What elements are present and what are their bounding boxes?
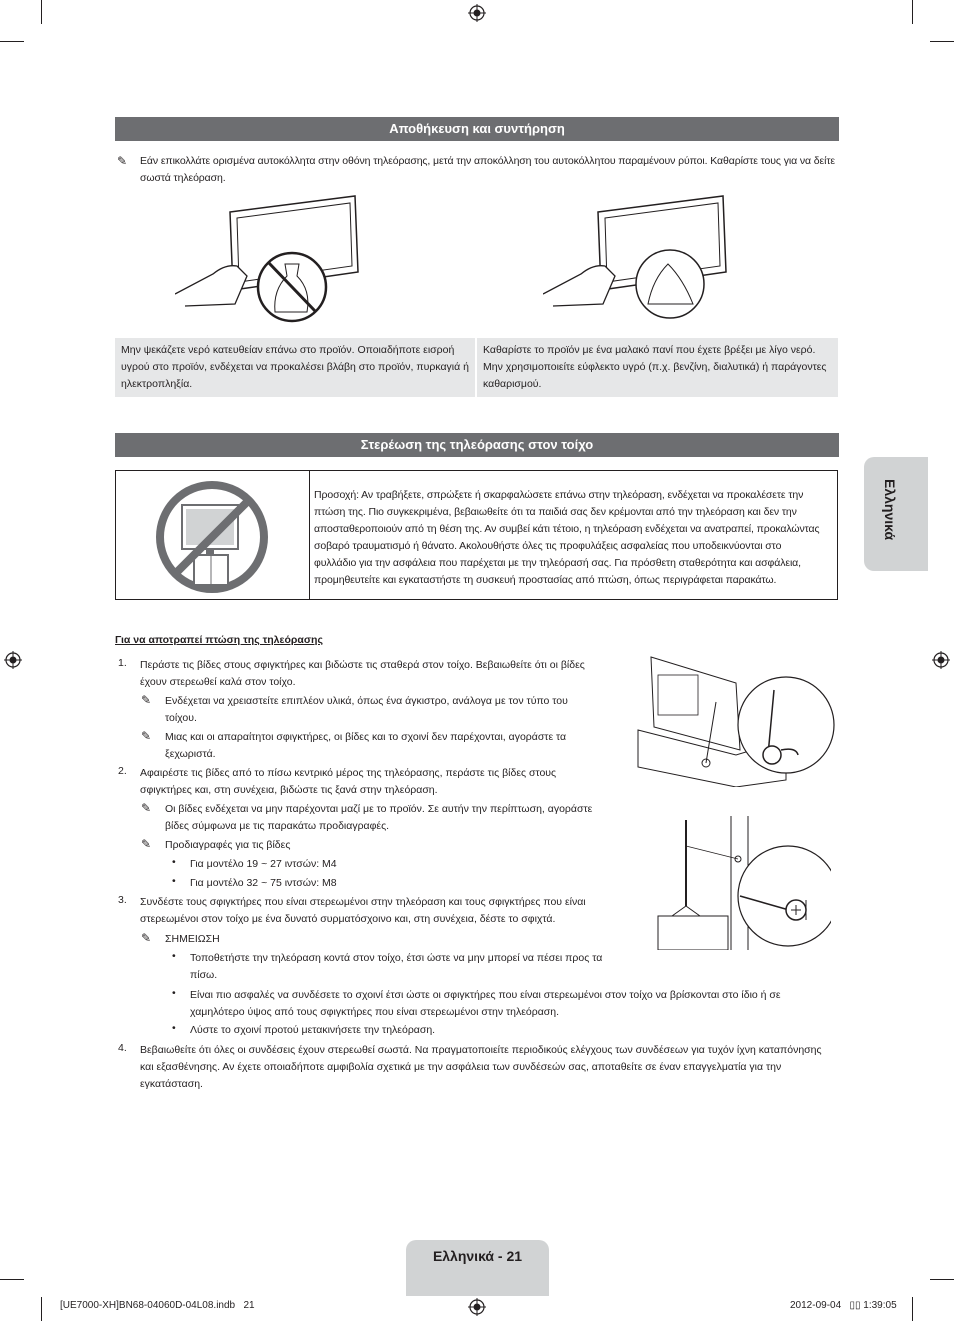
crop-mark — [41, 1297, 42, 1321]
step-3-text: Συνδέστε τους σφιγκτήρες που είναι στερεωμένοι στην τηλεόραση και τους σφιγκτήρες που είναι στερεωμένοι στον τοίχο με ένα δυνατό συρματόσχοινο και, στη συνέχεια, δέστε το σφιχτά. — [140, 896, 586, 925]
crop-mark — [41, 0, 42, 24]
registration-mark-icon — [468, 1298, 486, 1316]
step-4-text: Βεβαιωθείτε ότι όλες οι συνδέσεις έχουν στερεωθεί σωστά. Να πραγματοποιείτε περιοδικούς ελέγχους των συνδέσεων για τυχόν ίχνη καταπόνησης και εξασθένησης. Αν έχετε οποιαδήποτε αμφιβολία σχετικά με την ασφάλεια των συνδέσεών σας, αποταθείτε σε έναν επαγγελματία για την εγκατάσταση. — [140, 1044, 822, 1090]
step-number: 3. — [118, 894, 127, 906]
sticker-note: Εάν επικολλάτε ορισμένα αυτοκόλλητα στην οθόνη τηλεόρασης, μετά την αποκόλληση του αυτοκόλλητου παραμένουν ρύποι. Καθαρίστε τους για να δείτε σωστά τηλεόραση. — [140, 155, 835, 184]
crop-mark — [0, 41, 24, 42]
crop-mark — [930, 1279, 954, 1280]
footer-date-info: 2012-09-04 ▯▯ 1:39:05 — [790, 1300, 897, 1311]
page-number-label: Ελληνικά - 21 — [432, 1248, 523, 1264]
step-2-note-1: Οι βίδες ενδέχεται να μην παρέχονται μαζί με το προϊόν. Σε αυτήν την περίπτωση, αγοράστε βίδες σύμφωνα με τις παρακάτω προδιαγραφές. — [165, 803, 593, 832]
note-icon: ✎ — [141, 693, 152, 707]
step-1-text: Περάστε τις βίδες στους σφιγκτήρες και βιδώστε τις σταθερά στον τοίχο. Βεβαιωθείτε ότι οι βίδες έχουν στερεωθεί καλά στον τοίχο. — [140, 659, 585, 688]
wall-anchor-illustration — [656, 816, 831, 950]
registration-mark-icon — [4, 651, 22, 669]
crop-mark — [0, 1279, 24, 1280]
instruction-box-cloth: Καθαρίστε το προϊόν με ένα μαλακό πανί που έχετε βρέξει με λίγο νερό. Μην χρησιμοποιείτε εύφλεκτο υγρό (π.χ. βενζίνη, διαλυτικά) ή παράγοντες καθαρισμού. — [477, 338, 838, 397]
note-icon: ✎ — [117, 154, 128, 168]
footer-file-info: [UE7000-XH]BN68-04060D-04L08.indb 21 — [60, 1300, 255, 1311]
screw-spec-large: Για μοντέλο 32 ~ 75 ιντσών: M8 — [190, 877, 337, 889]
language-side-tab — [864, 457, 928, 571]
step-number: 2. — [118, 765, 127, 777]
spray-illustration-wrong — [175, 194, 365, 326]
step-3-note-label: ΣΗΜΕΙΩΣΗ — [165, 933, 220, 945]
section-title-wall-mount: Στερέωση της τηλεόρασης στον τοίχο — [115, 433, 839, 457]
step-3-bullet-1: Τοποθετήστε την τηλεόραση κοντά στον τοίχο, έτσι ώστε να μην μπορεί να πέσει προς τα πίσω. — [190, 952, 603, 981]
crop-mark — [912, 0, 913, 24]
step-1-note-1: Ενδέχεται να χρειαστείτε επιπλέον υλικά, όπως ένα άγκιστρο, ανάλογα με τον τύπο του τοίχου. — [165, 695, 568, 724]
caution-text: Προσοχή: Αν τραβήξετε, σπρώξετε ή σκαρφαλώσετε επάνω στην τηλεόραση, ενδέχεται να προκαλέσετε την πτώση της. Πιο συγκεκριμένα, βεβαιωθείτε ότι τα παιδιά σας δεν κρέμονται από την τηλεόραση και δεν την αποσταθεροποιούν από τη θέση της. Αν συμβεί κάτι τέτοιο, η τηλεόραση ενδέχεται να ανατραπεί, προκαλώντας σοβαρό τραυματισμό ή θάνατο. Ακολουθήστε όλες τις προφυλάξεις ασφαλείας που υποδεικνύονται στο φυλλάδιο για την ασφάλεια που παρέχεται με την τηλεόρασή σας. Για πρόσθετη σταθερότητα και ασφάλεια, προμηθευτείτε και εγκαταστήστε τη συσκευή προστασίας από πτώση, όπως περιγράφεται παρακάτω. — [314, 489, 820, 586]
note-icon: ✎ — [141, 837, 152, 851]
step-number: 1. — [118, 657, 127, 669]
caution-table — [115, 470, 838, 600]
step-3-bullet-2: Είναι πιο ασφαλές να συνδέσετε το σχοινί έτσι ώστε οι σφιγκτήρες που είναι στερεωμένοι στον τοίχο να βρίσκονται στο ίδιο ή σε χαμηλότερο ύψος από τους σφιγκτήρες που είναι στερεωμένοι στην τηλεόραση. — [190, 989, 781, 1018]
crop-mark — [930, 41, 954, 42]
caution-image-cell — [116, 471, 310, 599]
step-number: 4. — [118, 1042, 127, 1054]
crop-mark — [912, 1297, 913, 1321]
note-icon: ✎ — [141, 729, 152, 743]
bullet-icon: • — [172, 875, 176, 887]
note-icon: ✎ — [141, 931, 152, 945]
section-title-storage: Αποθήκευση και συντήρηση — [115, 117, 839, 141]
bullet-icon: • — [172, 950, 176, 962]
prevent-fall-heading: Για να αποτραπεί πτώση της τηλεόρασης — [115, 634, 323, 646]
bullet-icon: • — [172, 987, 176, 999]
note-icon: ✎ — [141, 801, 152, 815]
no-climbing-icon — [154, 479, 270, 595]
registration-mark-icon — [468, 4, 486, 22]
step-3-bullet-3: Λύστε το σχοινί προτού μετακινήσετε την τηλεόραση. — [190, 1024, 436, 1036]
screw-spec-small: Για μοντέλο 19 ~ 27 ιντσών: M4 — [190, 858, 337, 870]
page-number-tab — [406, 1240, 549, 1296]
registration-mark-icon — [932, 651, 950, 669]
tv-back-bracket-illustration — [636, 655, 836, 787]
cloth-illustration-right — [543, 194, 733, 326]
language-tab-label: Ελληνικά — [882, 479, 898, 541]
step-2-note-2: Προδιαγραφές για τις βίδες — [165, 839, 291, 851]
step-1-note-2: Μιας και οι απαραίτητοι σφιγκτήρες, οι βίδες και το σχοινί δεν παρέχονται, αγοράστε τα ξεχωριστά. — [165, 731, 567, 760]
bullet-icon: • — [172, 1022, 176, 1034]
bullet-icon: • — [172, 856, 176, 868]
step-2-text: Αφαιρέστε τις βίδες από το πίσω κεντρικό μέρος της τηλεόρασης, περάστε τις βίδες στους σφιγκτήρες και, στη συνέχεια, βιδώστε τις ξανά στην τηλεόραση. — [140, 767, 557, 796]
warning-box-spray: Μην ψεκάζετε νερό κατευθείαν επάνω στο προϊόν. Οποιαδήποτε εισροή υγρού στο προϊόν, ενδέχεται να προκαλέσει βλάβη στο προϊόν, πυρκαγιά ή ηλεκτροπληξία. — [115, 338, 475, 397]
